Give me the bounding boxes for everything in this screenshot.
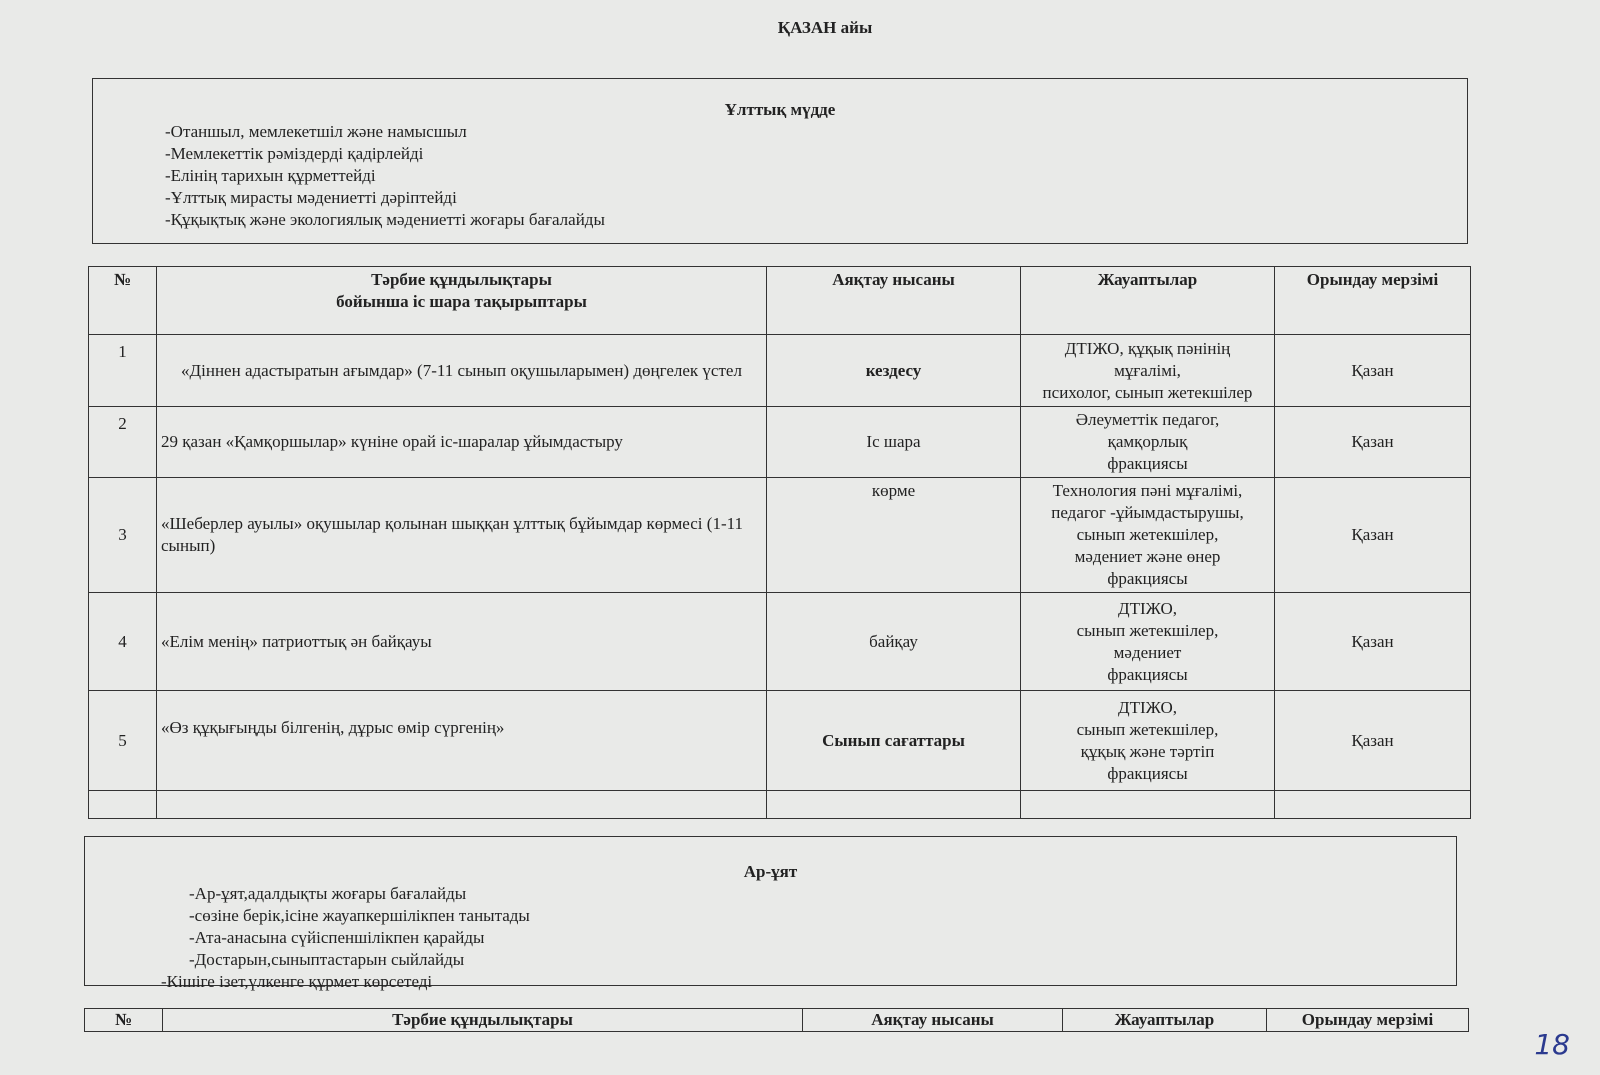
responsible-line: мәдениет және өнер	[1074, 547, 1221, 566]
responsible-line: ДТІЖО,	[1118, 598, 1177, 618]
responsible-line: мәдениет	[1113, 642, 1182, 662]
header-responsible: Жауаптылар	[1063, 1009, 1267, 1032]
national-interest-item: -Құқықтық және экологиялық мәдениетті жоғары бағалайды	[165, 210, 605, 229]
table-row	[89, 335, 1471, 407]
next-events-table	[84, 1008, 1469, 1032]
empty-cell	[89, 791, 157, 819]
conscience-item: -Достарын,сыныптастарын сыйлайды	[189, 950, 465, 969]
national-interest-item: -Отаншыл, мемлекетшіл және намысшыл	[165, 122, 467, 141]
national-interest-item: -Мемлекеттік рәміздерді қадірлейді	[165, 144, 424, 163]
header-topic-line1: Тәрбие құндылықтары	[371, 270, 552, 289]
responsible-line: мұғалімі,	[1114, 360, 1181, 380]
row-deadline: Қазан	[1275, 335, 1471, 407]
header-deadline: Орындау мерзімі	[1275, 267, 1471, 335]
responsible-line: Технология пәні мұғалімі,	[1052, 481, 1243, 500]
row-deadline: Қазан	[1275, 478, 1471, 593]
row-responsible	[1021, 407, 1275, 478]
responsible-line: фракциясы	[1107, 763, 1188, 783]
responsible-line: сынып жетекшілер,	[1076, 525, 1219, 544]
table-header-row	[89, 267, 1471, 335]
row-form: көрме	[767, 478, 1021, 593]
header-num: №	[89, 267, 157, 335]
row-num: 2	[89, 407, 157, 478]
table-row	[89, 593, 1471, 691]
conscience-box	[84, 836, 1457, 991]
responsible-line: психолог, сынып жетекшілер	[1042, 382, 1253, 402]
table-header-row	[85, 1009, 1469, 1032]
responsible-line: фракциясы	[1107, 664, 1188, 684]
empty-cell	[1275, 791, 1471, 819]
row-topic: «Діннен адастыратын ағымдар» (7-11 сынып оқушыларымен) дөңгелек үстел	[157, 335, 767, 407]
header-deadline: Орындау мерзімі	[1267, 1009, 1469, 1032]
conscience-list	[85, 883, 1456, 993]
row-form: кездесу	[767, 335, 1021, 407]
row-form: байқау	[767, 593, 1021, 691]
national-interest-item: -Елінің тарихын құрметтейді	[165, 166, 376, 185]
row-deadline: Қазан	[1275, 407, 1471, 478]
conscience-item: -сөзіне берік,ісіне жауапкершілікпен танытады	[189, 906, 530, 925]
responsible-line: сынып жетекшілер,	[1076, 620, 1219, 640]
national-interest-title: Ұлттық мүдде	[724, 100, 836, 119]
national-interest-list	[165, 121, 1467, 231]
row-num: 3	[89, 478, 157, 593]
responsible-line: педагог -ұйымдастырушы,	[1051, 503, 1244, 522]
empty-cell	[157, 791, 767, 819]
national-interest-box	[92, 78, 1468, 244]
header-topic	[157, 267, 767, 335]
empty-cell	[767, 791, 1021, 819]
row-responsible	[1021, 593, 1275, 691]
table-row	[89, 478, 1471, 593]
conscience-item: -Ата-анасына сүйіспеншілікпен қарайды	[189, 928, 485, 947]
row-num: 1	[89, 335, 157, 407]
conscience-item: -Ар-ұят,адалдықты жоғары бағалайды	[189, 884, 467, 903]
header-form: Аяқтау нысаны	[803, 1009, 1063, 1032]
table-row	[89, 407, 1471, 478]
responsible-line: ДТІЖО, құқық пәнінің	[1064, 338, 1231, 358]
responsible-line: ДТІЖО,	[1118, 697, 1177, 717]
page-title: ҚАЗАН айы	[777, 18, 873, 37]
responsible-line: құқық және тәртіп	[1080, 741, 1215, 761]
conscience-title: Ар-ұят	[743, 862, 798, 881]
row-topic: 29 қазан «Қамқоршылар» күніне орай іс-шаралар ұйымдастыру	[157, 407, 767, 478]
row-topic: «Өз құқығыңды білгенің, дұрыс өмір сүргенің»	[157, 691, 767, 791]
row-topic: «Елім менің» патриоттық ән байқауы	[157, 593, 767, 691]
responsible-line: қамқорлық	[1107, 432, 1188, 451]
page-number: 18	[1534, 1028, 1570, 1061]
responsible-line: сынып жетекшілер,	[1076, 719, 1219, 739]
header-responsible: Жауаптылар	[1021, 267, 1275, 335]
row-form: Сынып сағаттары	[767, 691, 1021, 791]
header-topic: Тәрбие құндылықтары	[163, 1009, 803, 1032]
row-num: 5	[89, 691, 157, 791]
table-row-empty	[89, 791, 1471, 819]
empty-cell	[1021, 791, 1275, 819]
events-table	[88, 266, 1471, 819]
header-topic-line2: бойынша іс шара тақырыптары	[336, 292, 587, 311]
row-num: 4	[89, 593, 157, 691]
row-form: Іс шара	[767, 407, 1021, 478]
row-responsible	[1021, 691, 1275, 791]
responsible-line: фракциясы	[1107, 454, 1188, 473]
responsible-line: фракциясы	[1107, 569, 1188, 588]
national-interest-item: -Ұлттық мирасты мәдениетті дәріптейді	[165, 188, 457, 207]
row-deadline: Қазан	[1275, 593, 1471, 691]
row-responsible	[1021, 478, 1275, 593]
table-row	[89, 691, 1471, 791]
row-responsible	[1021, 335, 1275, 407]
header-num: №	[85, 1009, 163, 1032]
row-topic: «Шеберлер ауылы» оқушылар қолынан шыққан ұлттық бұйымдар көрмесі (1-11 сынып)	[157, 478, 767, 593]
row-deadline: Қазан	[1275, 691, 1471, 791]
header-form: Аяқтау нысаны	[767, 267, 1021, 335]
conscience-item: -Кішіге ізет,үлкенге құрмет көрсетеді	[161, 972, 433, 991]
responsible-line: Әлеуметтік педагог,	[1075, 410, 1220, 429]
